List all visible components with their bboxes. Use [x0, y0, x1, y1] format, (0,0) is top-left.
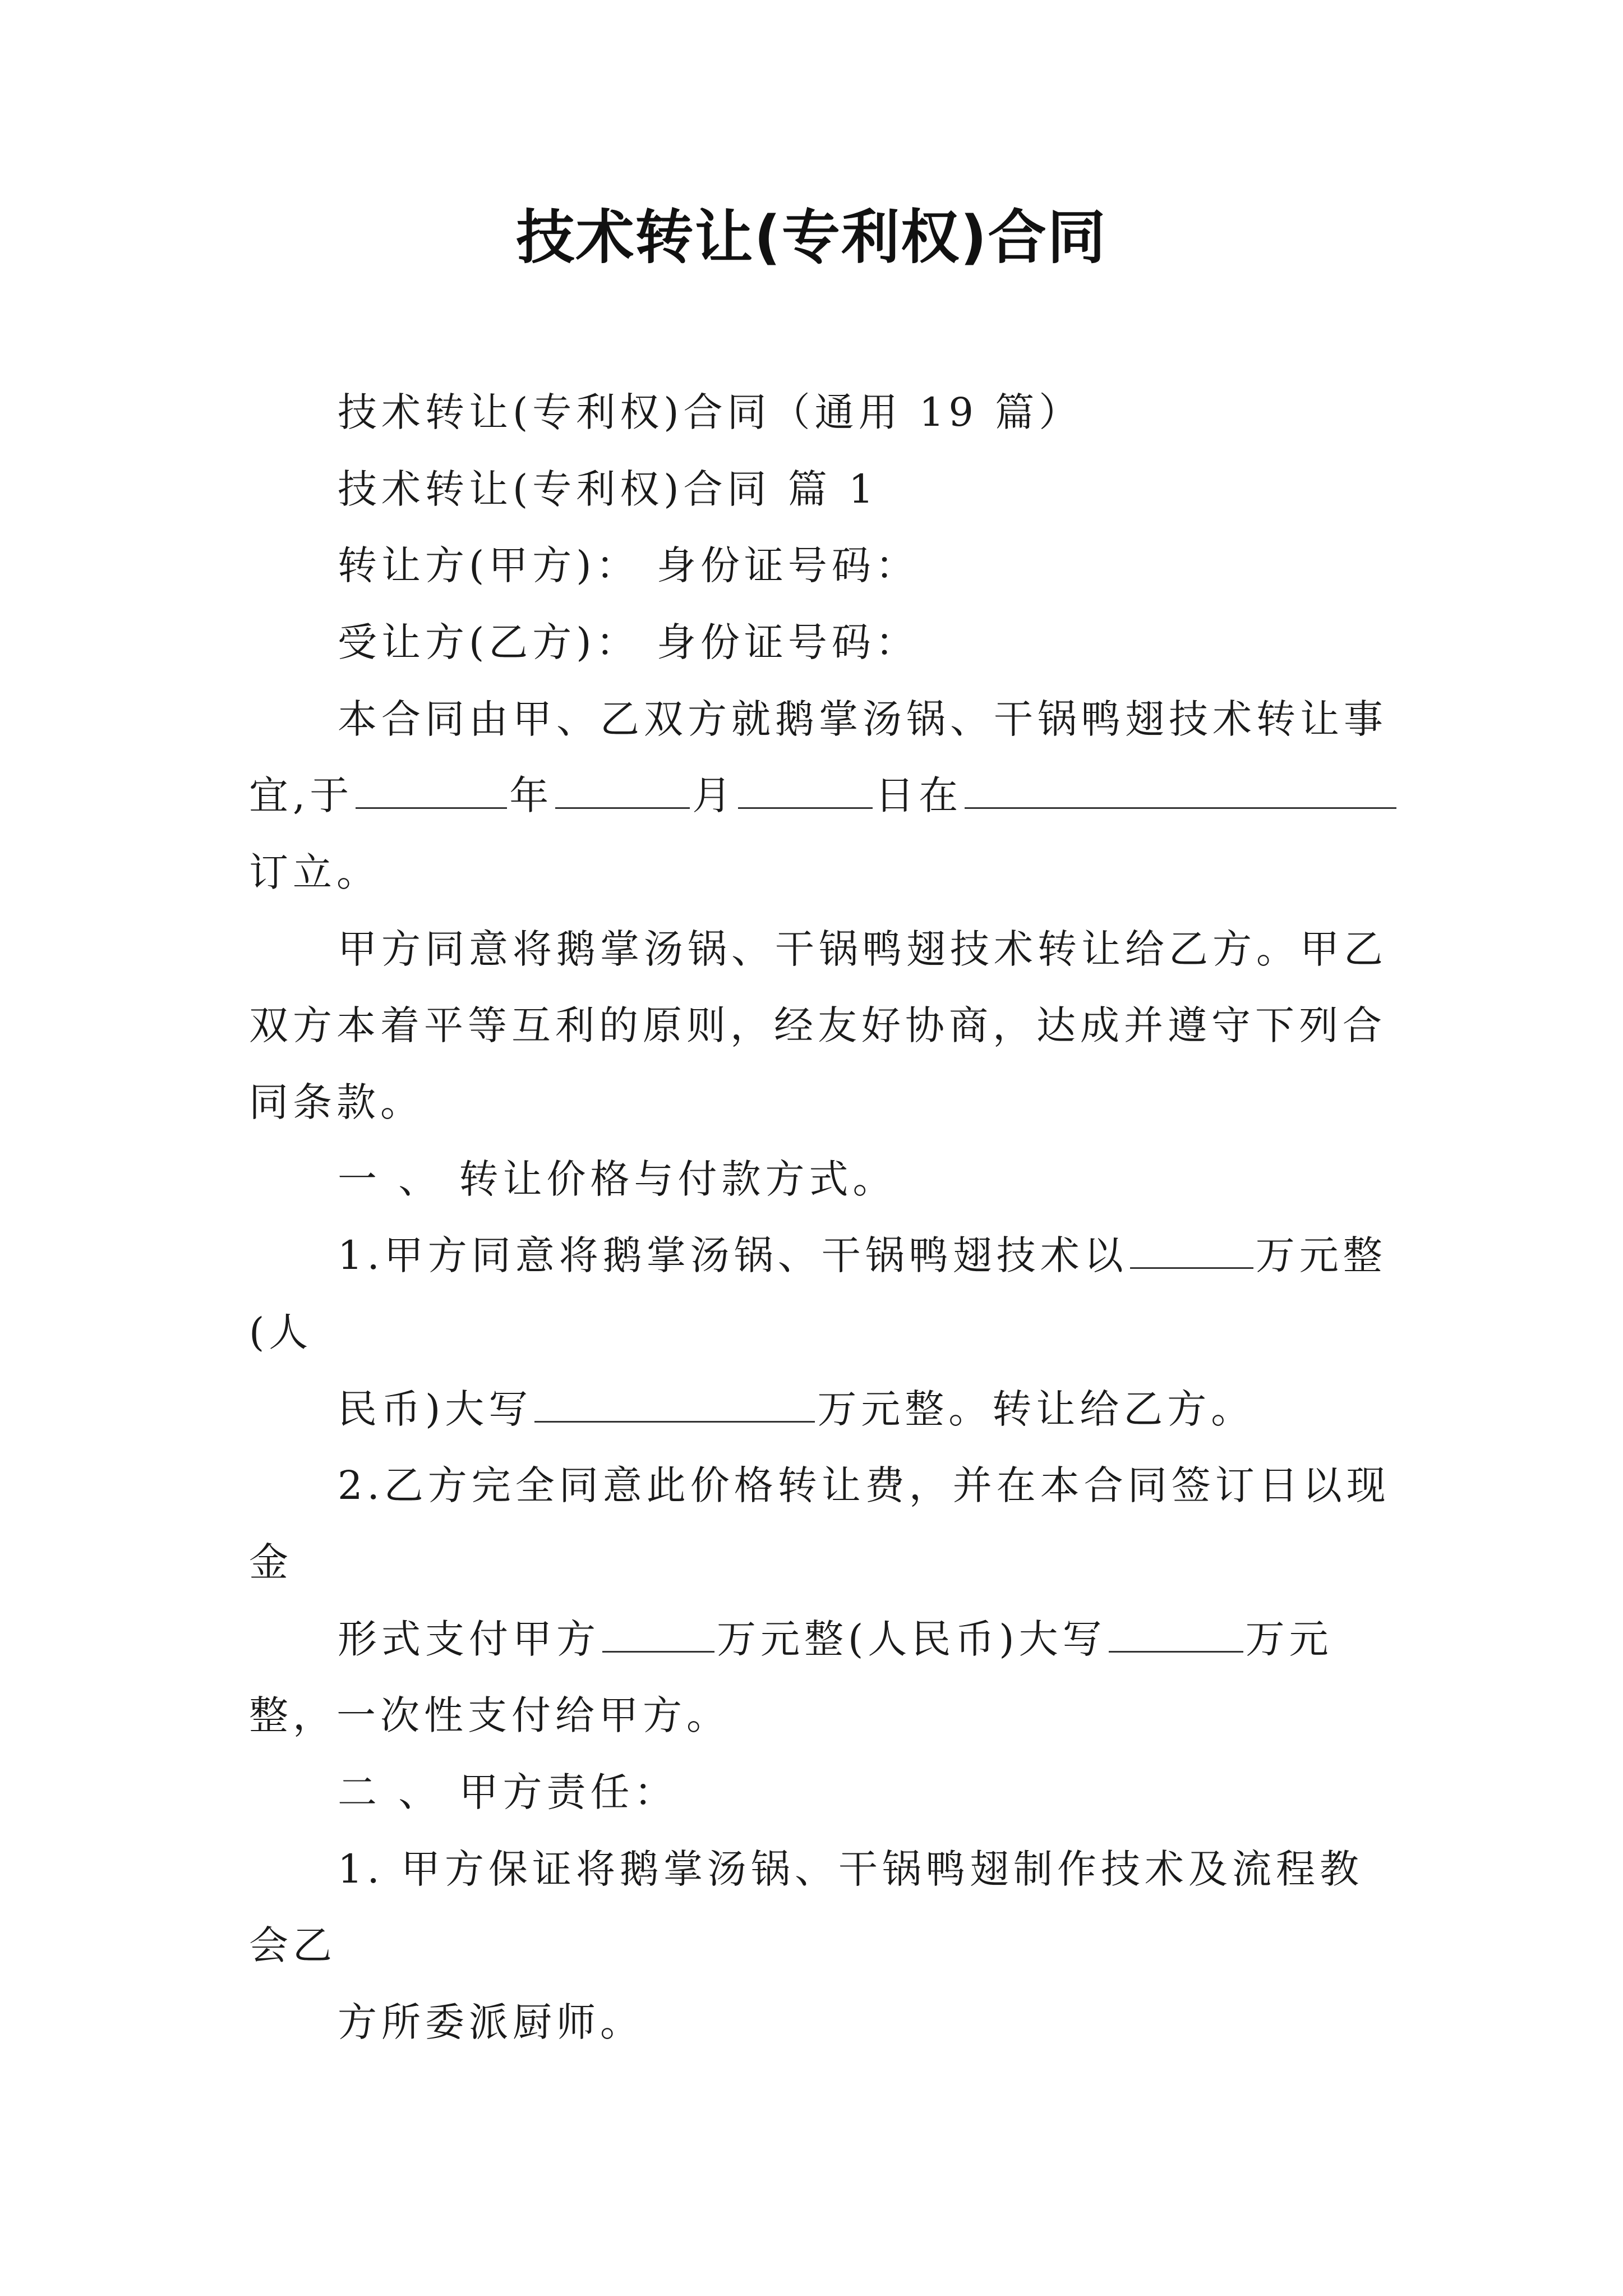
paragraph-line: 订立。	[249, 849, 380, 895]
text-segment: 万元整(人民币)大写	[717, 1616, 1106, 1662]
amount-blank	[1130, 1228, 1253, 1269]
paragraph-line: (人	[249, 1309, 313, 1355]
paragraph-line: 同条款。	[249, 1079, 424, 1125]
subtitle-line: 技术转让(专利权)合同（通用 19 篇）	[338, 389, 1083, 435]
month-blank	[555, 768, 690, 809]
text-segment: 年	[509, 772, 554, 818]
place-blank	[965, 768, 1396, 809]
date-place-line	[249, 767, 1399, 823]
text-segment: 日在	[875, 772, 963, 818]
text-segment: 万元	[1245, 1616, 1333, 1662]
text-segment: 形式支付甲方	[338, 1616, 600, 1662]
paragraph-line: 甲方同意将鹅掌汤锅、干锅鸭翅技术转让给乙方。甲乙	[338, 926, 1387, 972]
price-line	[338, 1227, 1387, 1283]
transferor-line: 转让方(甲方)： 身份证号码：	[338, 542, 919, 588]
paragraph-line: 金	[249, 1539, 293, 1585]
text-segment: 1.甲方同意将鹅掌汤锅、干锅鸭翅技术以	[338, 1232, 1128, 1278]
paragraph-line: 本合同由甲、乙双方就鹅掌汤锅、干锅鸭翅技术转让事	[338, 696, 1387, 742]
amount-blank	[602, 1612, 714, 1653]
section-heading: 一 、 转让价格与付款方式。	[338, 1156, 897, 1202]
section-heading: 二 、 甲方责任：	[338, 1769, 678, 1815]
page-title: 技术转让(专利权)合同	[516, 203, 1107, 272]
section-heading: 技术转让(专利权)合同 篇 1	[338, 466, 878, 512]
paragraph-line: 1. 甲方保证将鹅掌汤锅、干锅鸭翅制作技术及流程教	[338, 1846, 1364, 1892]
paragraph-line: 双方本着平等互利的原则，经友好协商，达成并遵守下列合	[249, 1002, 1386, 1048]
price-words-line	[338, 1381, 1255, 1437]
text-segment: 宜,于	[249, 772, 354, 818]
year-blank	[356, 768, 507, 809]
paragraph-line: 会乙	[249, 1922, 336, 1968]
paragraph-line: 2.乙方完全同意此价格转让费，并在本合同签订日以现	[338, 1462, 1390, 1508]
payment-line	[338, 1611, 1333, 1667]
transferee-line: 受让方(乙方)： 身份证号码：	[338, 619, 919, 665]
text-segment: 月	[692, 772, 736, 818]
text-segment: 万元整	[1255, 1232, 1387, 1278]
paragraph-line: 方所委派厨师。	[338, 1999, 644, 2045]
text-segment: 万元整。转让给乙方。	[817, 1386, 1255, 1432]
day-blank	[738, 768, 873, 809]
paragraph-line: 整，一次性支付给甲方。	[249, 1692, 730, 1738]
amount-words-blank	[534, 1382, 815, 1423]
amount-words-blank	[1109, 1612, 1243, 1653]
text-segment: 民币)大写	[338, 1386, 533, 1432]
